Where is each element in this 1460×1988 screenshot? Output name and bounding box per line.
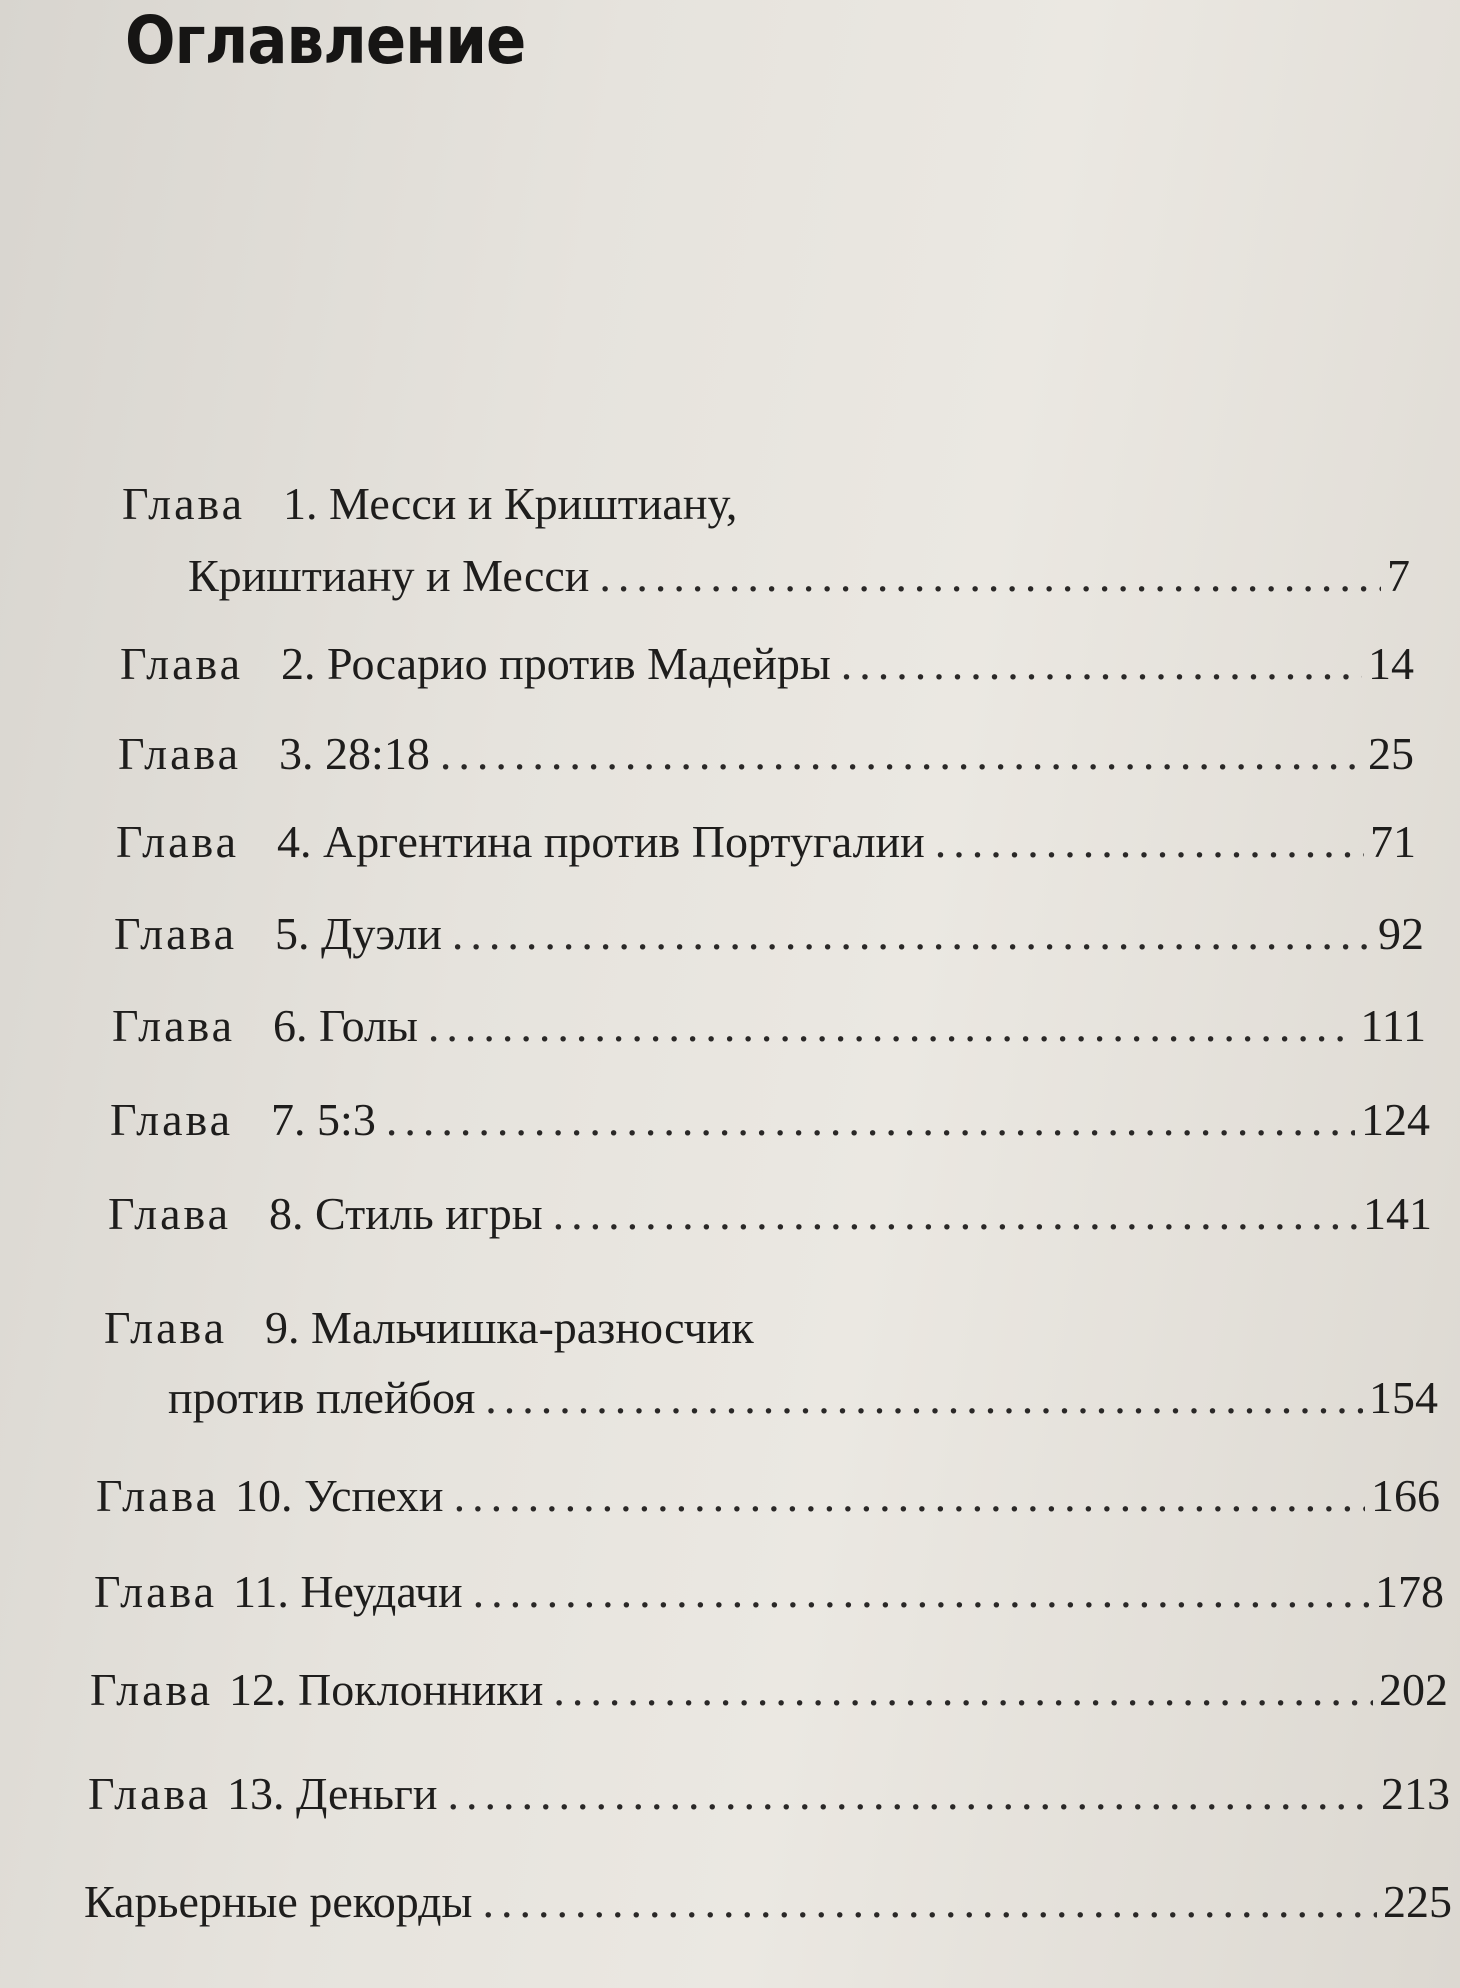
chapter-title: 13. Деньги xyxy=(227,1768,438,1819)
page-number: 14 xyxy=(1368,638,1414,689)
chapter-title-line1: 1. Месси и Криштиану, xyxy=(283,478,738,529)
chapter-label: Глава xyxy=(110,1094,234,1145)
chapter-title-line2: против плейбоя xyxy=(168,1372,476,1423)
toc-entry-11[interactable] xyxy=(94,1562,1444,1622)
chapter-title: 4. Аргентина против Португалии xyxy=(277,816,925,867)
chapter-title: 3. 28:18 xyxy=(279,728,430,779)
page-number: 213 xyxy=(1381,1768,1450,1819)
toc-entry-3[interactable] xyxy=(118,724,1414,784)
toc-entry-4[interactable] xyxy=(116,812,1416,872)
page-number: 25 xyxy=(1368,728,1414,779)
chapter-title: 5. Дуэли xyxy=(275,908,442,959)
toc-entry-2[interactable] xyxy=(120,634,1414,694)
leader-dots xyxy=(841,634,1362,694)
toc-entry-1[interactable] xyxy=(188,546,1410,606)
leader-dots xyxy=(428,996,1355,1056)
toc-entry-10[interactable] xyxy=(96,1466,1440,1526)
toc-entry-5[interactable] xyxy=(114,904,1424,964)
page-number: 124 xyxy=(1361,1094,1430,1145)
page-number: 92 xyxy=(1378,908,1424,959)
leader-dots xyxy=(447,1764,1375,1824)
leader-dots xyxy=(473,1562,1369,1622)
toc-entry-7[interactable] xyxy=(110,1090,1430,1150)
page-number: 141 xyxy=(1363,1188,1432,1239)
toc-entry-8[interactable] xyxy=(108,1184,1432,1244)
leader-dots xyxy=(386,1090,1355,1150)
page-number: 225 xyxy=(1383,1876,1452,1927)
leader-dots xyxy=(482,1872,1377,1932)
leader-dots xyxy=(452,904,1372,964)
section-title: Карьерные рекорды xyxy=(84,1876,473,1927)
page-number: 71 xyxy=(1370,816,1416,867)
page-number: 154 xyxy=(1369,1372,1438,1423)
chapter-label: Глава xyxy=(94,1566,218,1617)
chapter-title: 11. Неудачи xyxy=(233,1566,463,1617)
leader-dots xyxy=(935,812,1364,872)
toc-entry-1-first-line xyxy=(122,474,737,534)
chapter-label: Глава xyxy=(108,1188,232,1239)
chapter-label: Глава xyxy=(116,816,240,867)
page-title: Оглавление xyxy=(125,2,526,79)
leader-dots xyxy=(553,1184,1357,1244)
leader-dots xyxy=(440,724,1362,784)
chapter-title: 7. 5:3 xyxy=(271,1094,376,1145)
chapter-title: 12. Поклонники xyxy=(229,1664,544,1715)
leader-dots xyxy=(553,1660,1373,1720)
leader-dots xyxy=(485,1368,1363,1428)
toc-entry-6[interactable] xyxy=(112,996,1426,1056)
page-number: 202 xyxy=(1379,1664,1448,1715)
chapter-label: Глава xyxy=(114,908,238,959)
chapter-label: Глава xyxy=(90,1664,214,1715)
chapter-label: Глава xyxy=(120,638,244,689)
page-number: 178 xyxy=(1375,1566,1444,1617)
chapter-label: Глава xyxy=(118,728,242,779)
chapter-label: Глава xyxy=(112,1000,236,1051)
toc-entry-career-records[interactable] xyxy=(84,1872,1452,1932)
toc-entry-12[interactable] xyxy=(90,1660,1448,1720)
leader-dots xyxy=(454,1466,1365,1526)
chapter-label: Глава xyxy=(88,1768,212,1819)
chapter-label: Глава xyxy=(96,1470,220,1521)
chapter-title-line2: Криштиану и Месси xyxy=(188,550,590,601)
leader-dots xyxy=(599,546,1381,606)
toc-entry-9[interactable] xyxy=(168,1368,1438,1428)
chapter-title-line1: 9. Мальчишка-разносчик xyxy=(265,1302,754,1353)
toc-entry-13[interactable] xyxy=(88,1764,1450,1824)
chapter-label: Глава xyxy=(104,1302,228,1353)
page-number: 7 xyxy=(1387,550,1410,601)
chapter-label: Глава xyxy=(122,478,246,529)
page-number: 166 xyxy=(1371,1470,1440,1521)
toc-entry-9-first-line xyxy=(104,1298,754,1358)
chapter-title: 2. Росарио против Мадейры xyxy=(281,638,831,689)
chapter-title: 8. Стиль игры xyxy=(269,1188,543,1239)
chapter-title: 10. Успехи xyxy=(235,1470,444,1521)
chapter-title: 6. Голы xyxy=(273,1000,418,1051)
page-number: 111 xyxy=(1360,1000,1426,1051)
